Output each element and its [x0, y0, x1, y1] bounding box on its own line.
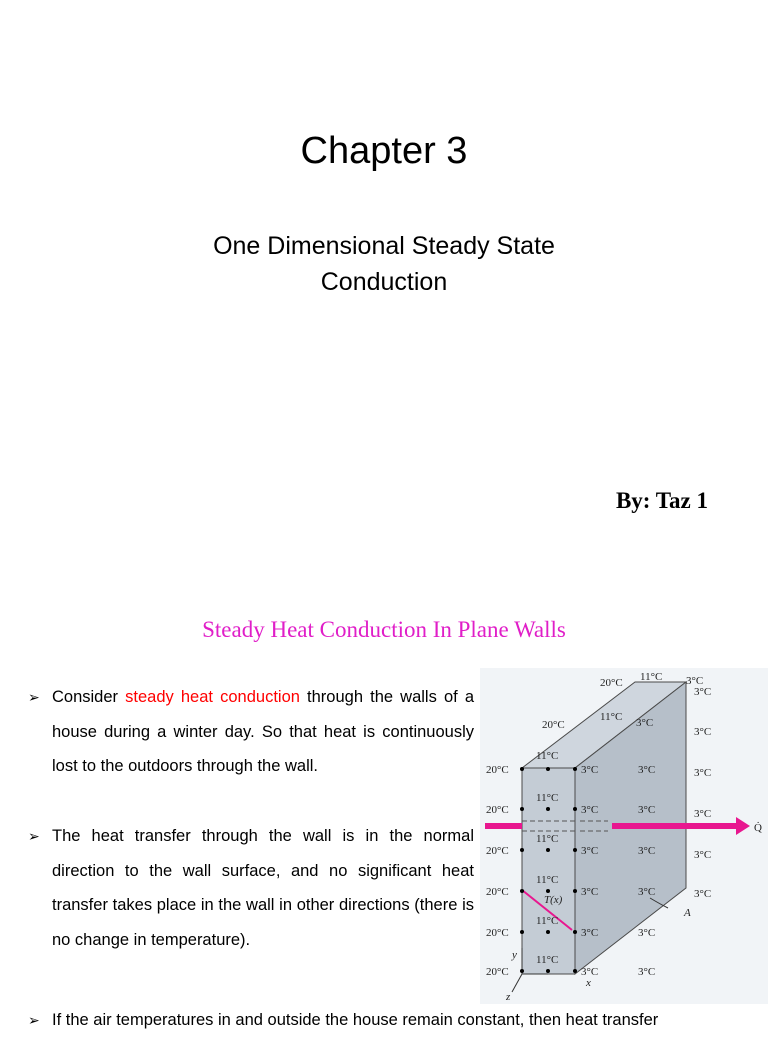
outside-point-marker	[573, 889, 577, 893]
outside-temperature-label: 3°C	[686, 675, 704, 687]
bullet-arrow-icon: ➢	[28, 689, 40, 705]
bullet-arrow-icon: ➢	[28, 1012, 40, 1028]
inside-temperature-label: 20°C	[486, 845, 509, 857]
inside-temperature-label: 20°C	[486, 764, 509, 776]
temperature-profile-label: T(x)	[544, 894, 563, 906]
heat-rate-label: Q̇	[754, 822, 762, 834]
bullet-text-start: Consider	[52, 688, 126, 706]
subtitle-line-2: Conduction	[320, 268, 448, 296]
plane-wall-diagram	[480, 668, 768, 1004]
bullet-arrow-icon: ➢	[28, 828, 40, 844]
outside-temperature-label: 3°C	[694, 726, 712, 738]
outside-temperature-label: 3°C	[581, 764, 599, 776]
axis-x-label: x	[586, 977, 591, 989]
inside-temperature-label: 20°C	[486, 886, 509, 898]
outside-temperature-label: 3°C	[581, 804, 599, 816]
middle-point-marker	[546, 889, 550, 893]
highlight-term: steady heat conduction	[125, 688, 300, 706]
middle-temperature-label: 11°C	[536, 833, 559, 845]
inside-point-marker	[520, 767, 524, 771]
outside-point-marker	[573, 767, 577, 771]
middle-temperature-label: 11°C	[536, 915, 559, 927]
outside-temperature-label: 3°C	[638, 804, 656, 816]
bullet-item	[28, 819, 474, 957]
subtitle-line-1: One Dimensional Steady State	[213, 232, 555, 260]
outside-point-marker	[573, 930, 577, 934]
outside-temperature-label: 3°C	[694, 686, 712, 698]
outside-point-marker	[573, 848, 577, 852]
outside-temperature-label: 3°C	[581, 886, 599, 898]
axis-y-label: y	[512, 949, 517, 961]
chapter-subtitle	[0, 228, 768, 300]
outside-temperature-label: 3°C	[638, 886, 656, 898]
area-label: A	[684, 907, 691, 919]
outside-point-marker	[573, 969, 577, 973]
bullet-text: The heat transfer through the wall is in the normal direction to the wall surface, and no significant heat transfer takes place in the wall in other directions (there is no change in temperature).	[52, 827, 474, 949]
outside-temperature-label: 3°C	[581, 845, 599, 857]
author-credit: By: Taz 1	[615, 488, 708, 513]
inside-temperature-label: 20°C	[486, 966, 509, 978]
bullet-text: If the air temperatures in and outside the house remain constant, then heat transfer	[52, 1011, 659, 1029]
middle-temperature-label: 11°C	[600, 711, 623, 723]
outside-temperature-label: 3°C	[694, 888, 712, 900]
bullet-item	[28, 680, 474, 784]
outside-temperature-label: 3°C	[638, 845, 656, 857]
middle-temperature-label: 11°C	[536, 750, 559, 762]
middle-temperature-label: 11°C	[536, 954, 559, 966]
inside-temperature-label: 20°C	[486, 927, 509, 939]
inside-temperature-label: 20°C	[542, 719, 565, 731]
middle-point-marker	[546, 930, 550, 934]
bullet-text	[52, 680, 474, 784]
inside-point-marker	[520, 930, 524, 934]
outside-point-marker	[573, 807, 577, 811]
outside-temperature-label: 3°C	[694, 808, 712, 820]
outside-temperature-label: 3°C	[694, 767, 712, 779]
plane-wall-figure	[480, 668, 768, 1004]
outside-temperature-label: 3°C	[581, 927, 599, 939]
middle-temperature-label: 11°C	[536, 874, 559, 886]
heat-flow-arrow-out	[612, 823, 736, 829]
inside-point-marker	[520, 848, 524, 852]
outside-temperature-label: 3°C	[581, 966, 599, 978]
outside-temperature-label: 3°C	[694, 849, 712, 861]
middle-point-marker	[546, 969, 550, 973]
outside-temperature-label: 3°C	[638, 966, 656, 978]
inside-temperature-label: 20°C	[486, 804, 509, 816]
bullet-item	[28, 1003, 768, 1038]
inside-point-marker	[520, 969, 524, 973]
chapter-title: Chapter 3	[300, 130, 468, 172]
heat-flow-arrow-in	[485, 823, 522, 829]
bullet-text-end: through the walls of a house during a winter day. So that heat is continuously lost to the outdoors through the wall.	[52, 688, 474, 775]
middle-point-marker	[546, 848, 550, 852]
section-heading: Steady Heat Conduction In Plane Walls	[202, 617, 566, 642]
outside-temperature-label: 3°C	[636, 717, 654, 729]
outside-temperature-label: 3°C	[638, 927, 656, 939]
axis-z-label: z	[506, 991, 511, 1003]
inside-point-marker	[520, 807, 524, 811]
middle-temperature-label: 11°C	[640, 671, 663, 683]
outside-temperature-label: 3°C	[638, 764, 656, 776]
middle-point-marker	[546, 767, 550, 771]
middle-temperature-label: 11°C	[536, 792, 559, 804]
inside-point-marker	[520, 889, 524, 893]
inside-temperature-label: 20°C	[600, 677, 623, 689]
middle-point-marker	[546, 807, 550, 811]
